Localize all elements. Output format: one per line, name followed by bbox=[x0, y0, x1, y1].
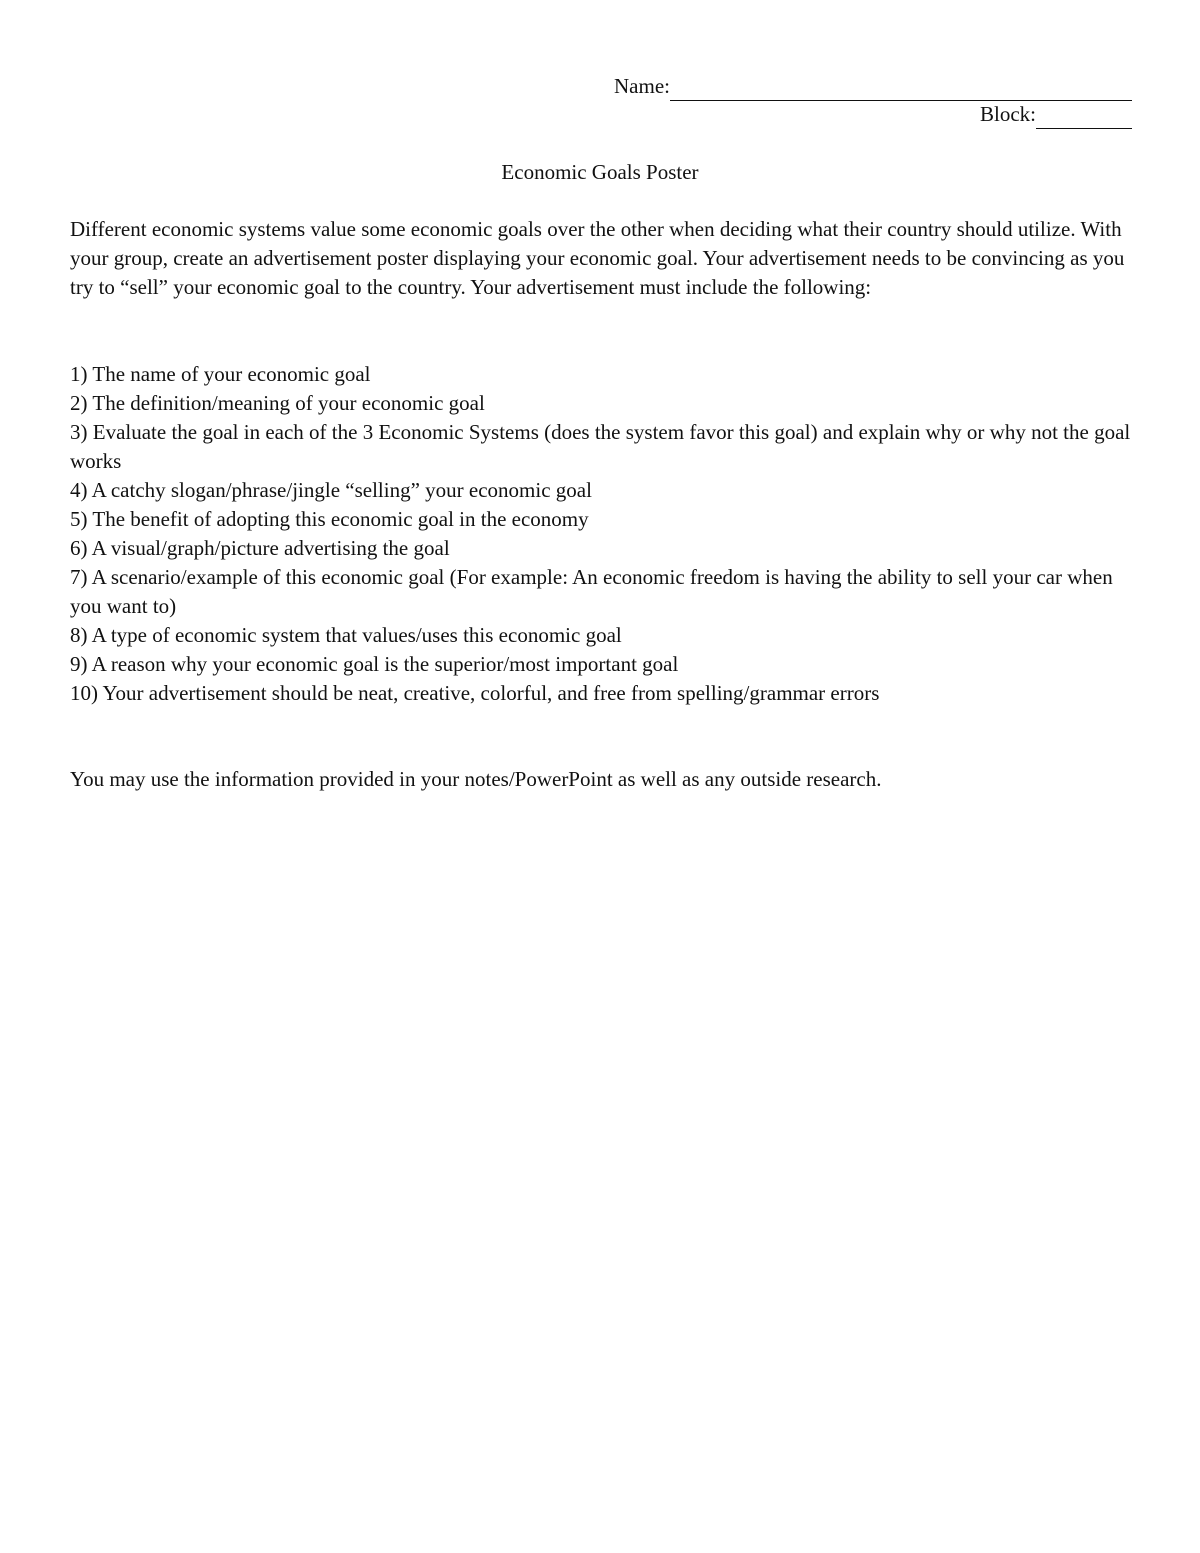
requirement-item: 3) Evaluate the goal in each of the 3 Economic Systems (does the system favor this goal) and explain why or why not the goal works bbox=[70, 420, 1131, 473]
requirement-item: 9) A reason why your economic goal is the superior/most important goal bbox=[70, 652, 679, 676]
name-field-row bbox=[614, 72, 1132, 101]
requirement-item: 10) Your advertisement should be neat, creative, colorful, and free from spelling/grammar errors bbox=[70, 681, 880, 705]
block-field-row bbox=[980, 100, 1132, 129]
name-label: Name: bbox=[614, 74, 670, 98]
requirement-item: 2) The definition/meaning of your economic goal bbox=[70, 391, 485, 415]
block-blank-line bbox=[1036, 104, 1132, 129]
block-label: Block: bbox=[980, 102, 1036, 126]
requirement-item: 8) A type of economic system that values/uses this economic goal bbox=[70, 623, 622, 647]
requirement-item: 4) A catchy slogan/phrase/jingle “selling” your economic goal bbox=[70, 478, 592, 502]
requirement-item: 7) A scenario/example of this economic goal (For example: An economic freedom is having the ability to sell your car when you want to) bbox=[70, 565, 1113, 618]
requirements-list bbox=[70, 360, 1140, 708]
requirement-item: 6) A visual/graph/picture advertising the goal bbox=[70, 536, 450, 560]
name-blank-line bbox=[670, 76, 1132, 101]
requirement-item: 1) The name of your economic goal bbox=[70, 362, 371, 386]
requirement-item: 5) The benefit of adopting this economic goal in the economy bbox=[70, 507, 589, 531]
document-title: Economic Goals Poster bbox=[501, 160, 699, 184]
closing-paragraph: You may use the information provided in your notes/PowerPoint as well as any outside research. bbox=[70, 767, 882, 791]
intro-paragraph: Different economic systems value some economic goals over the other when deciding what their country should utilize. With your group, create an advertisement poster displaying your economic goal. Your advertisement needs to be convincing as you try to “sell” your economic goal to the country. Your advertisement must include the following: bbox=[70, 217, 1125, 299]
